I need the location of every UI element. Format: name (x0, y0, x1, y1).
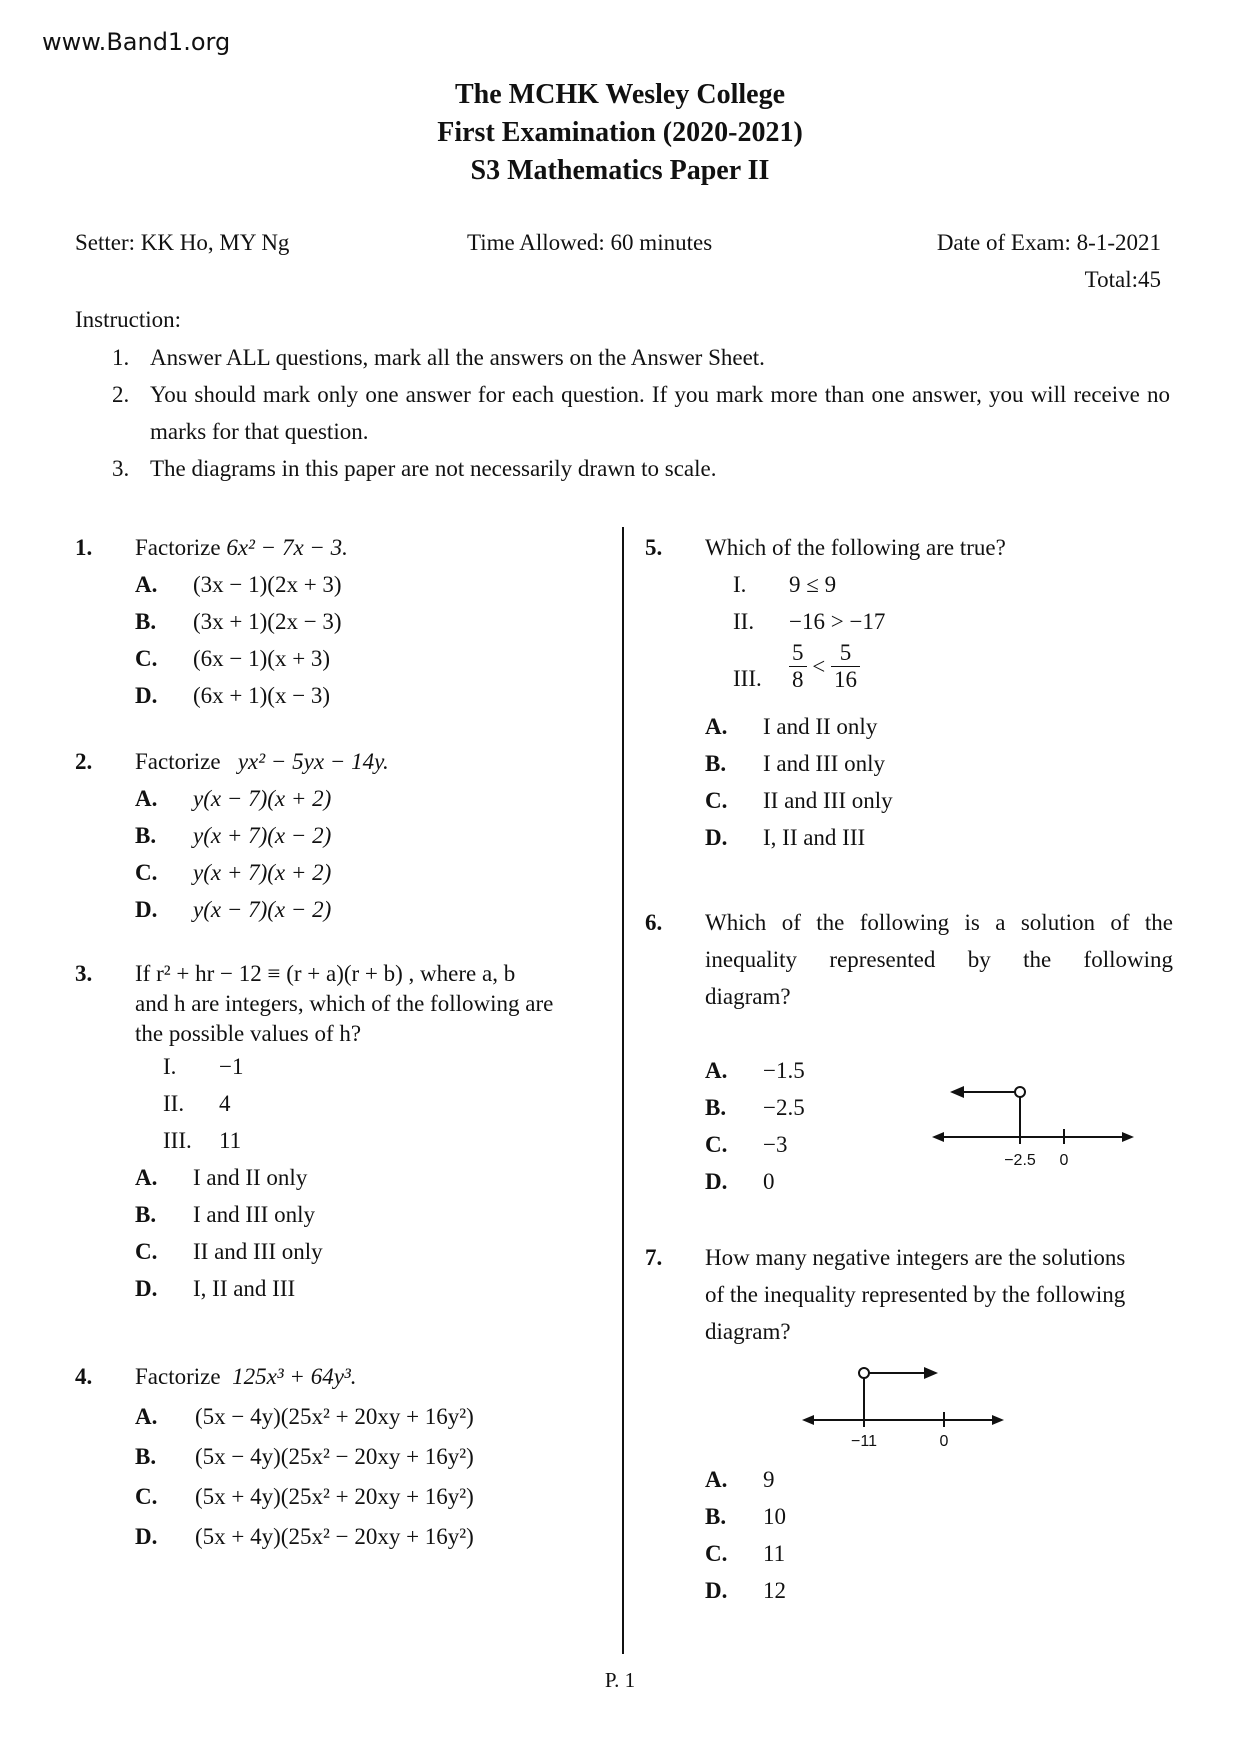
option-label: A. (135, 786, 158, 811)
option-label: C. (135, 1239, 158, 1264)
option-value: (6x + 1)(x − 3) (193, 683, 331, 708)
question-number: 3. (75, 961, 93, 986)
option-value: (3x − 1)(2x + 3) (193, 572, 342, 597)
number-line-diagram-q7 (800, 1360, 1010, 1450)
option-label: D. (135, 1276, 158, 1301)
option-value: −3 (763, 1132, 788, 1157)
question-4 (75, 1357, 605, 1547)
option-value: 9 (763, 1467, 775, 1492)
denominator: 16 (833, 667, 857, 692)
statement-value: −1 (219, 1054, 244, 1079)
axis-left-arrowhead (932, 1132, 944, 1142)
page-number: P. 1 (604, 1668, 636, 1692)
question-stem (135, 529, 348, 566)
stem-math: yx² − 5yx − 14y. (237, 749, 389, 774)
option-value: I, II and III (763, 825, 866, 850)
option-label: D. (135, 897, 158, 922)
question-stem-line: How many negative integers are the solutions (705, 1245, 1126, 1270)
axis-right-arrowhead (1122, 1132, 1134, 1142)
exam-date: Date of Exam: 8-1-2021 (936, 230, 1161, 255)
option-value: 11 (763, 1541, 786, 1566)
option-label: C. (135, 860, 158, 885)
option-label: C. (705, 1541, 728, 1566)
open-circle (1015, 1087, 1025, 1097)
statement-label: III. (733, 666, 762, 691)
option-value: II and III only (193, 1239, 323, 1264)
option-value: (5x + 4y)(25x² − 20xy + 16y²) (195, 1524, 474, 1549)
option-value: I and III only (763, 751, 885, 776)
stem-text: Factorize (135, 749, 227, 774)
option-label: C. (135, 1484, 158, 1509)
instruction-item (112, 376, 1172, 450)
statement-value (789, 640, 860, 693)
school-name: The MCHK Wesley College (455, 79, 785, 110)
option-value: I and II only (193, 1165, 308, 1190)
option-label: A. (135, 572, 158, 597)
statement-label: I. (163, 1054, 177, 1079)
question-stem-line: diagram? (705, 1319, 791, 1344)
option-label: A. (705, 1058, 728, 1083)
statement-value: 4 (219, 1091, 231, 1116)
comparison-operator: < (812, 654, 826, 679)
statement-label: II. (163, 1091, 185, 1116)
option-label: C. (705, 788, 728, 813)
exam-name: First Examination (2020-2021) (437, 117, 803, 148)
option-label: B. (135, 823, 157, 848)
option-value: II and III only (763, 788, 893, 813)
option-label: D. (135, 683, 158, 708)
option-label: D. (705, 1169, 728, 1194)
question-stem-line: Which of the following is a solution of the (705, 910, 1173, 935)
exam-header (0, 76, 1240, 190)
option-value: (5x − 4y)(25x² − 20xy + 16y²) (195, 1444, 474, 1469)
instruction-text: The diagrams in this paper are not necessarily drawn to scale. (150, 456, 717, 481)
numerator: 5 (789, 640, 807, 667)
numerator: 5 (831, 640, 860, 667)
option-value: −1.5 (763, 1058, 805, 1083)
zero-label: 0 (1059, 1152, 1069, 1169)
statement-value: 9 ≤ 9 (789, 572, 837, 597)
instruction-heading: Instruction: (75, 307, 182, 332)
option-label: D. (135, 1524, 158, 1549)
option-value: 12 (763, 1578, 786, 1603)
instruction-number: 2. (112, 382, 130, 407)
option-value: y(x + 7)(x − 2) (193, 823, 332, 848)
option-label: C. (705, 1132, 728, 1157)
stem-math: 6x² − 7x − 3. (226, 535, 348, 560)
question-number: 4. (75, 1364, 93, 1389)
statement-label: II. (733, 609, 755, 634)
question-3 (75, 959, 605, 1319)
statement-label: I. (733, 572, 747, 597)
question-stem (135, 1357, 357, 1397)
instruction-item (112, 450, 1172, 487)
column-divider (622, 527, 624, 1654)
solution-arrowhead (924, 1367, 938, 1379)
option-value: (5x + 4y)(25x² + 20xy + 16y²) (195, 1484, 474, 1509)
option-label: B. (705, 751, 727, 776)
instruction-text: Answer ALL questions, mark all the answers on the Answer Sheet. (150, 345, 765, 370)
option-label: B. (705, 1504, 727, 1529)
option-value: I, II and III (193, 1276, 296, 1301)
question-number: 2. (75, 749, 93, 774)
stem-math: 125x³ + 64y³. (232, 1364, 357, 1389)
option-label: B. (135, 1444, 157, 1469)
option-value: 0 (763, 1169, 775, 1194)
open-circle (859, 1368, 869, 1378)
instruction-number: 1. (112, 345, 130, 370)
option-label: B. (705, 1095, 727, 1120)
question-stem-line: If r² + hr − 12 ≡ (r + a)(r + b) , where a, b (135, 961, 516, 986)
question-2 (75, 743, 605, 933)
paper-name: S3 Mathematics Paper II (470, 155, 770, 186)
option-value: −2.5 (763, 1095, 805, 1120)
axis-left-arrowhead (802, 1415, 814, 1425)
option-label: A. (705, 714, 728, 739)
question-number: 5. (645, 535, 663, 560)
option-value: (6x − 1)(x + 3) (193, 646, 331, 671)
question-stem-line: diagram? (705, 984, 791, 1009)
question-5 (645, 529, 1175, 869)
number-line-diagram-q6 (930, 1080, 1140, 1170)
question-1 (75, 529, 605, 719)
total-marks: Total:45 (1084, 267, 1161, 292)
option-label: D. (705, 825, 728, 850)
question-number: 6. (645, 910, 663, 935)
option-value: (3x + 1)(2x − 3) (193, 609, 342, 634)
fraction (831, 640, 860, 693)
axis-right-arrowhead (992, 1415, 1004, 1425)
time-allowed: Time Allowed: 60 minutes (467, 230, 713, 255)
option-label: D. (705, 1578, 728, 1603)
question-number: 7. (645, 1245, 663, 1270)
stem-text: Factorize (135, 1364, 227, 1389)
option-label: A. (135, 1404, 158, 1429)
question-stem-line: the possible values of h? (135, 1021, 362, 1046)
option-value: I and III only (193, 1202, 315, 1227)
statement-value: 11 (219, 1128, 242, 1153)
question-stem: Which of the following are true? (705, 535, 1006, 560)
question-stem (135, 743, 389, 780)
option-label: B. (135, 609, 157, 634)
solution-arrowhead (950, 1086, 964, 1098)
boundary-label: −2.5 (1004, 1152, 1036, 1169)
denominator: 8 (792, 667, 804, 692)
stem-text: Factorize (135, 535, 227, 560)
setter: Setter: KK Ho, MY Ng (75, 230, 290, 255)
boundary-label: −11 (851, 1433, 877, 1450)
option-label: B. (135, 1202, 157, 1227)
question-stem-line: inequality represented by the following (705, 947, 1173, 972)
option-label: A. (705, 1467, 728, 1492)
instruction-text: You should mark only one answer for each question. If you mark more than one answer, you will receive no marks for that question. (150, 382, 1170, 444)
option-value: y(x − 7)(x − 2) (193, 897, 332, 922)
question-stem-line: and h are integers, which of the following are (135, 991, 554, 1016)
option-value: (5x − 4y)(25x² + 20xy + 16y²) (195, 1404, 474, 1429)
question-stem-line: of the inequality represented by the following (705, 1282, 1126, 1307)
fraction (789, 640, 807, 693)
instruction-number: 3. (112, 456, 130, 481)
option-value: 10 (763, 1504, 786, 1529)
instruction-item (112, 339, 1172, 376)
statement-value: −16 > −17 (789, 609, 886, 634)
watermark: www.Band1.org (42, 28, 231, 56)
option-label: A. (135, 1165, 158, 1190)
option-value: y(x + 7)(x + 2) (193, 860, 332, 885)
zero-label: 0 (939, 1433, 949, 1450)
statement-label: III. (163, 1128, 192, 1153)
option-value: I and II only (763, 714, 878, 739)
question-number: 1. (75, 535, 93, 560)
option-label: C. (135, 646, 158, 671)
option-value: y(x − 7)(x + 2) (193, 786, 332, 811)
